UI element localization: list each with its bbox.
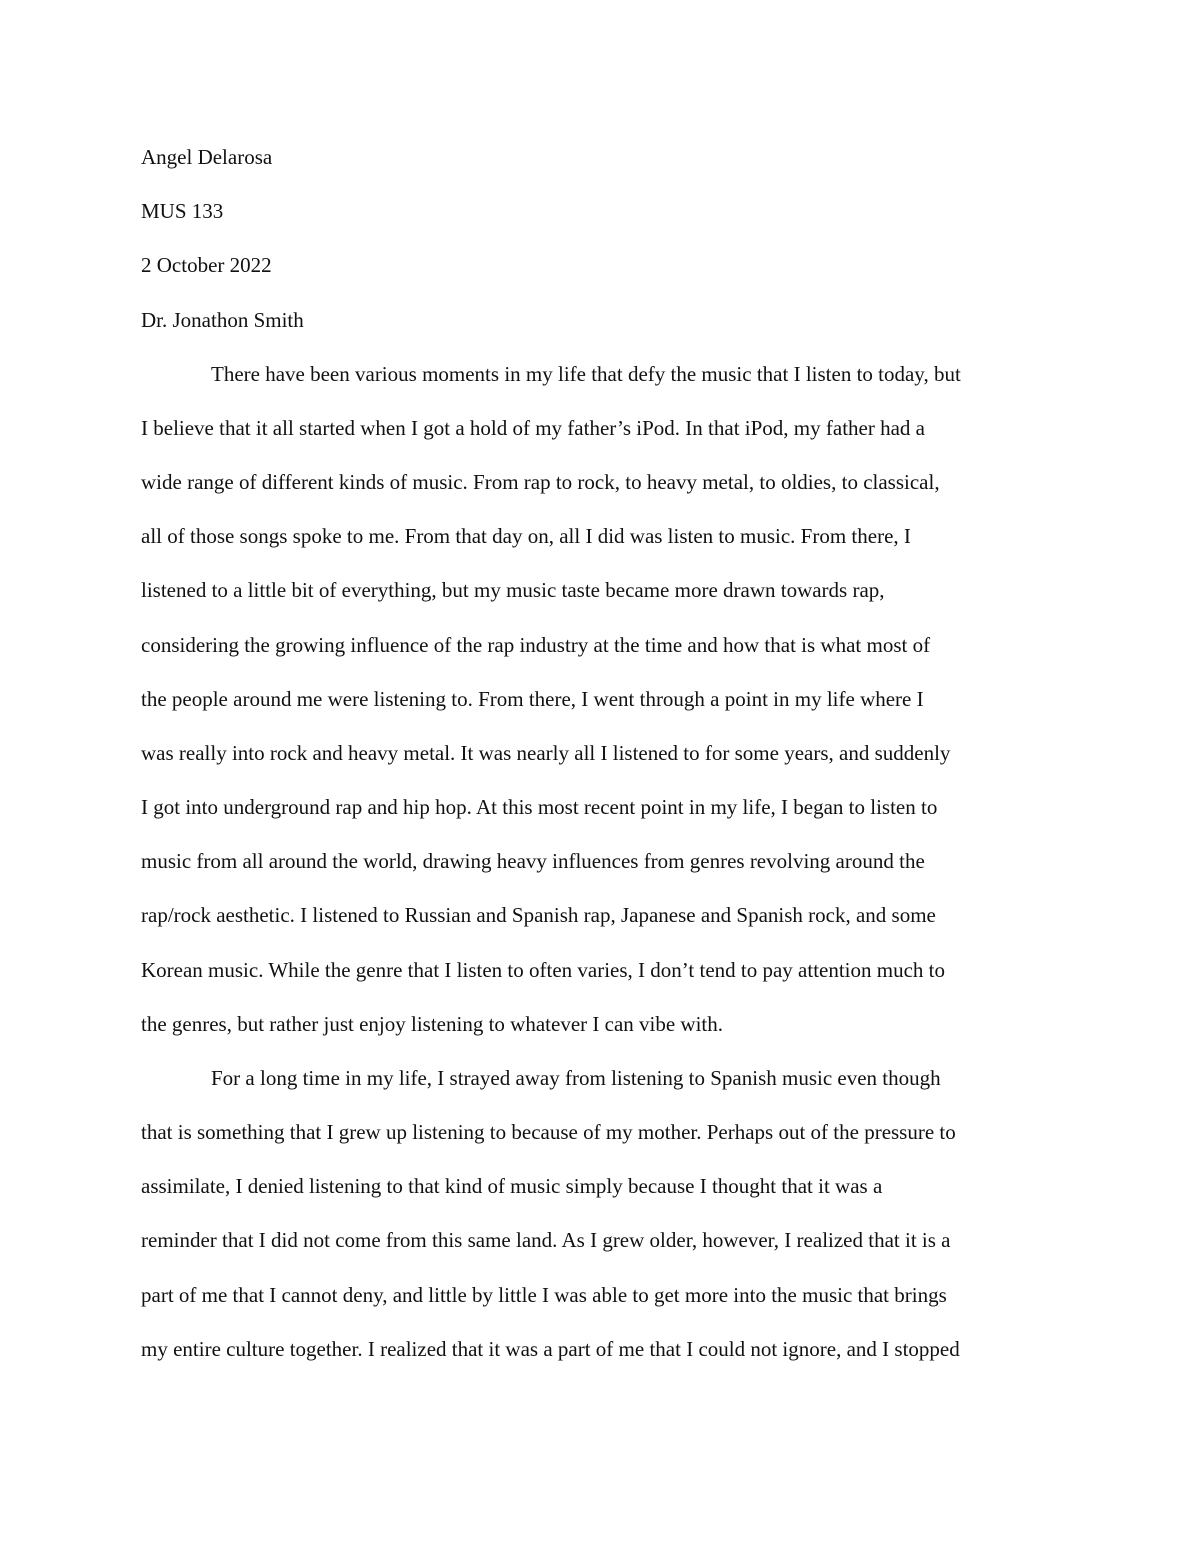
paragraph-1-line: all of those songs spoke to me. From that day on, all I did was listen to music. From there, I	[141, 524, 911, 548]
paragraph-2-line: assimilate, I denied listening to that kind of music simply because I thought that it was a	[141, 1174, 883, 1198]
paragraph-1-line: rap/rock aesthetic. I listened to Russian and Spanish rap, Japanese and Spanish rock, and some	[141, 903, 936, 927]
paragraph-2-line: For a long time in my life, I strayed away from listening to Spanish music even though	[211, 1066, 941, 1090]
student-name: Angel Delarosa	[141, 145, 273, 169]
paragraph-1-line: considering the growing influence of the rap industry at the time and how that is what most of	[141, 633, 931, 657]
course-code: MUS 133	[141, 199, 224, 223]
essay-date: 2 October 2022	[141, 253, 272, 277]
paragraph-1-line: wide range of different kinds of music. From rap to rock, to heavy metal, to oldies, to classical,	[141, 470, 940, 494]
paragraph-1-line: listened to a little bit of everything, but my music taste became more drawn towards rap,	[141, 578, 885, 602]
paragraph-2-line: part of me that I cannot deny, and little by little I was able to get more into the music that brings	[141, 1283, 947, 1307]
paragraph-1-line: Korean music. While the genre that I listen to often varies, I don’t tend to pay attention much to	[141, 958, 946, 982]
paragraph-1-line: the people around me were listening to. From there, I went through a point in my life where I	[141, 687, 924, 711]
instructor-name: Dr. Jonathon Smith	[141, 308, 304, 332]
paragraph-2-line: my entire culture together. I realized that it was a part of me that I could not ignore, and I stopped	[141, 1337, 960, 1361]
paragraph-2-line: reminder that I did not come from this same land. As I grew older, however, I realized that it is a	[141, 1228, 951, 1252]
paragraph-1-line: was really into rock and heavy metal. It was nearly all I listened to for some years, and suddenly	[141, 741, 951, 765]
paragraph-1-line: I believe that it all started when I got a hold of my father’s iPod. In that iPod, my father had a	[141, 416, 925, 440]
paragraph-1-line: the genres, but rather just enjoy listening to whatever I can vibe with.	[141, 1012, 724, 1036]
paragraph-1-line: music from all around the world, drawing heavy influences from genres revolving around the	[141, 849, 925, 873]
paragraph-2-line: that is something that I grew up listening to because of my mother. Perhaps out of the pressure to	[141, 1120, 956, 1144]
paragraph-1-line: I got into underground rap and hip hop. At this most recent point in my life, I began to listen to	[141, 795, 938, 819]
paragraph-1-line: There have been various moments in my life that defy the music that I listen to today, but	[211, 362, 961, 386]
